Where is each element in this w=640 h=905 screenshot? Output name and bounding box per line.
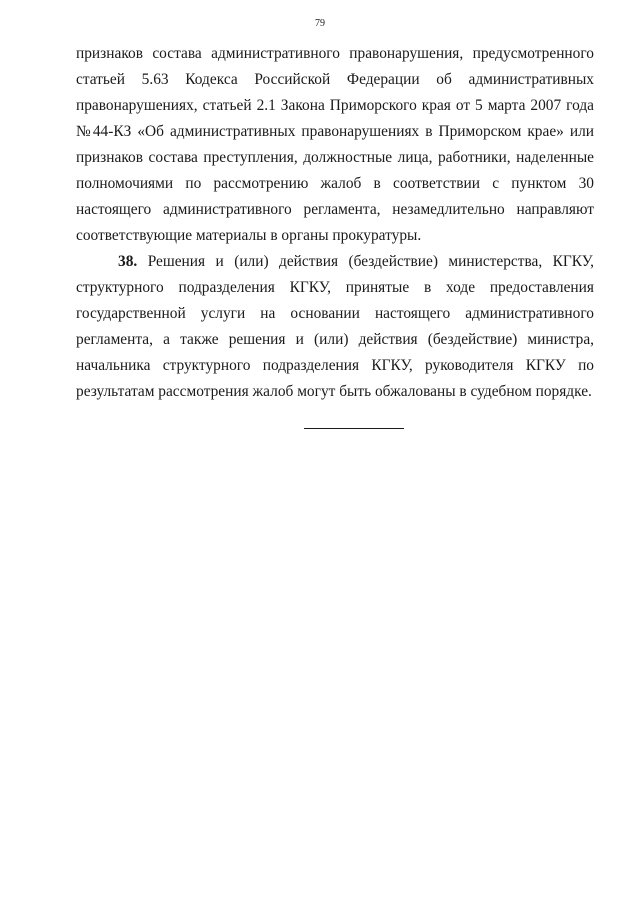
document-body [76, 41, 594, 405]
paragraph-number: 38. [118, 253, 138, 270]
end-divider [304, 428, 404, 429]
paragraph-continuation: признаков состава административного правонарушения, предусмотренного статьей 5.63 Кодекса Российской Федерации об административных правонарушениях, статьей 2.1 Закона Приморского края от 5 марта 2007 года №44-КЗ «Об административных правонарушениях в Приморском крае» или признаков состава преступления, должностные лица, работники, наделенные полномочиями по рассмотрению жалоб в соответствии с пунктом 30 настоящего административного регламента, незамедлительно направляют соответствующие материалы в органы прокуратуры. [76, 45, 594, 244]
page-number: 79 [315, 18, 325, 29]
paragraph-text: Решения и (или) действия (бездействие) министерства, КГКУ, структурного подразделения КГКУ, принятые в ходе предоставления государственной услуги на основании настоящего административного регламента, а также решения и (или) действия (бездействие) министра, начальника структурного подразделения КГКУ, руководителя КГКУ по результатам рассмотрения жалоб могут быть обжалованы в судебном порядке. [76, 253, 595, 400]
paragraph-38 [76, 249, 594, 405]
